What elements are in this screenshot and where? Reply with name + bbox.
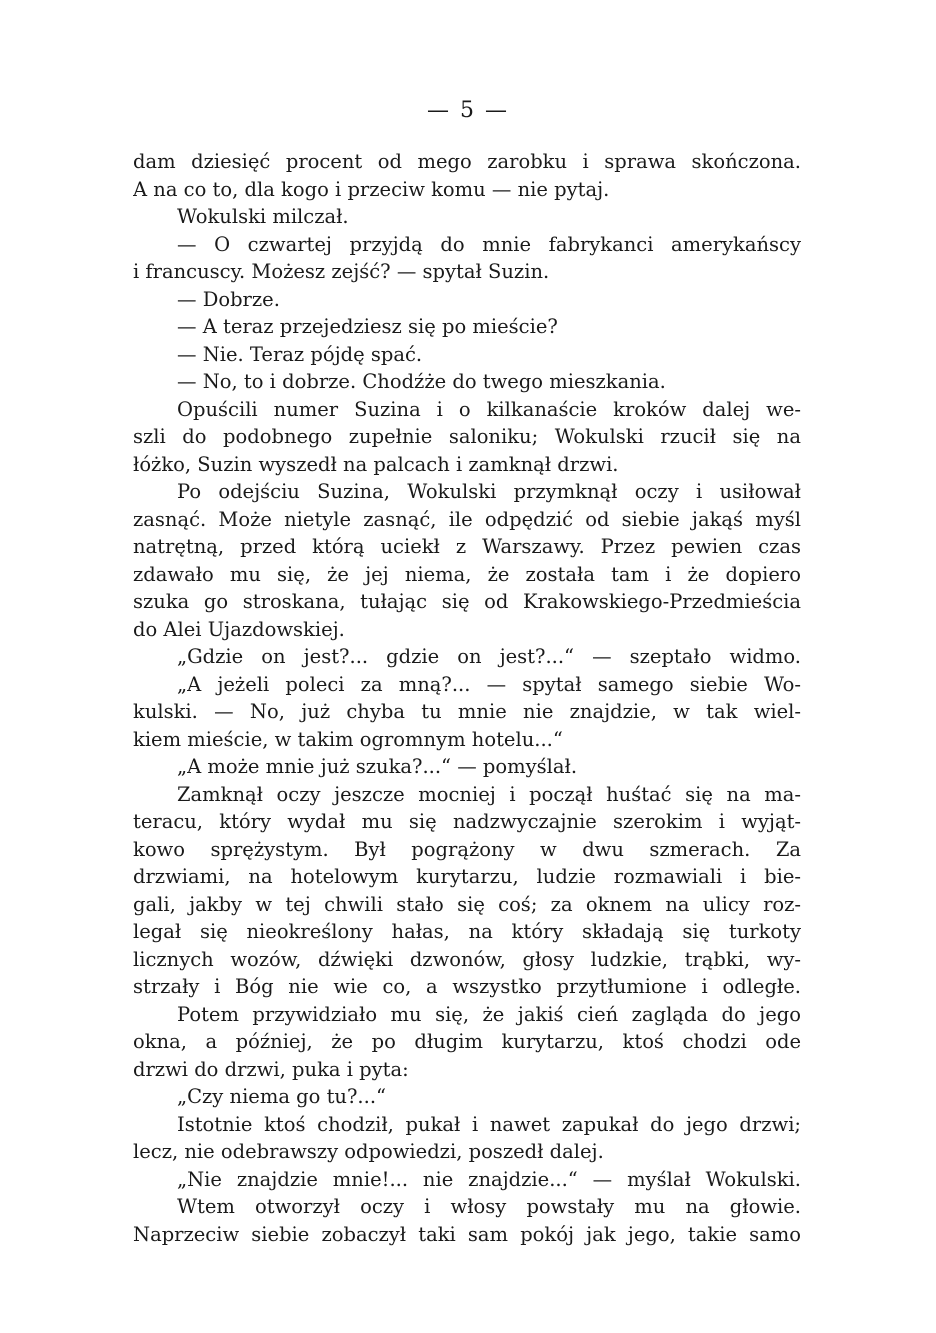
text-line: Zamknął oczy jeszcze mocniej i począł huśtać się na ma- [177, 782, 801, 806]
text-line: Naprzeciw siebie zobaczył taki sam pokój jak jego, takie samo [133, 1222, 801, 1246]
text-line: drzwiami, na hotelowym kurytarzu, ludzie rozmawiali i bie- [133, 865, 801, 888]
text-line: okna, a później, że po długim kurytarzu, ktoś chodzi ode [133, 1030, 801, 1053]
text-line: teracu, który wydał mu się nadzwyczajnie szerokim i wyjąt- [133, 810, 801, 833]
text-line: kiem mieście, w takim ogromnym hotelu...“ [133, 727, 563, 751]
page-number: — 5 — [427, 98, 509, 123]
text-line: Wokulski milczał. [177, 205, 349, 228]
text-line: zasnąć. Może nietyle zasnąć, ile odpędzić od siebie jakąś myśl [133, 507, 801, 531]
text-line: do Alei Ujazdowskiej. [133, 617, 345, 641]
text-line: szli do podobnego zupełnie saloniku; Wokulski rzucił się na [133, 425, 801, 448]
text-line: — O czwartej przyjdą do mnie fabrykanci amerykańscy [177, 232, 801, 256]
text-line: zdawało mu się, że jej niema, że została tam i że dopiero [133, 562, 801, 586]
text-line: „A jeżeli poleci za mną?... — spytał samego siebie Wo- [177, 672, 801, 696]
text-line: licznych wozów, dźwięki dzwonów, głosy ludzkie, trąbki, wy- [133, 947, 801, 971]
text-line: kowo sprężystym. Był pogrążony w dwu szmerach. Za [133, 837, 801, 861]
text-line: „Nie znajdzie mnie!... nie znajdzie...“ — myślał Wokulski. [177, 1167, 801, 1191]
text-line: „Czy niema go tu?...“ [177, 1085, 386, 1108]
text-line: gali, jakby w tej chwili stało się coś; za oknem na ulicy roz- [133, 892, 801, 916]
text-line: lecz, nie odebrawszy odpowiedzi, poszedł dalej. [133, 1140, 604, 1163]
text-line: szuka go stroskana, tułając się od Krakowskiego-Przedmieścia [133, 590, 801, 613]
text-line: drzwi do drzwi, puka i pyta: [133, 1057, 409, 1081]
text-line: Wtem otworzył oczy i włosy powstały mu na głowie. [177, 1195, 801, 1218]
text-line: „A może mnie już szuka?...“ — pomyślał. [177, 755, 578, 778]
text-line: Potem przywidziało mu się, że jakiś cień zagląda do jego [177, 1002, 801, 1026]
text-line: i francuscy. Możesz zejść? — spytał Suzin. [133, 260, 550, 283]
text-line: — No, to i dobrze. Chodźże do twego mieszkania. [177, 370, 666, 393]
text-line: Istotnie ktoś chodził, pukał i nawet zapukał do jego drzwi; [177, 1112, 801, 1136]
text-line: strzały i Bóg nie wie co, a wszystko przytłumione i odległe. [133, 975, 801, 998]
text-line: kulski. — No, już chyba tu mnie nie znajdzie, w tak wiel- [133, 700, 801, 723]
text-line: łóżko, Suzin wyszedł na palcach i zamknął drzwi. [133, 452, 619, 476]
text-line: natrętną, przed którą uciekł z Warszawy. Przez pewien czas [133, 535, 801, 558]
text-line: Opuścili numer Suzina i o kilkanaście kroków dalej we- [177, 397, 801, 421]
text-line: — A teraz przejedziesz się po mieście? [177, 315, 558, 338]
text-line: — Nie. Teraz pójdę spać. [177, 342, 423, 366]
body-text [133, 148, 801, 1248]
text-line: A na co to, dla kogo i przeciw komu — nie pytaj. [133, 177, 610, 201]
text-line: — Dobrze. [177, 287, 280, 311]
text-line: legał się nieokreślony hałas, na który składają się turkoty [133, 920, 801, 943]
text-line: „Gdzie on jest?... gdzie on jest?...“ — szeptało widmo. [177, 645, 801, 668]
text-line: Po odejściu Suzina, Wokulski przymknął oczy i usiłował [177, 480, 801, 503]
text-line: dam dziesięć procent od mego zarobku i sprawa skończona. [133, 150, 801, 173]
